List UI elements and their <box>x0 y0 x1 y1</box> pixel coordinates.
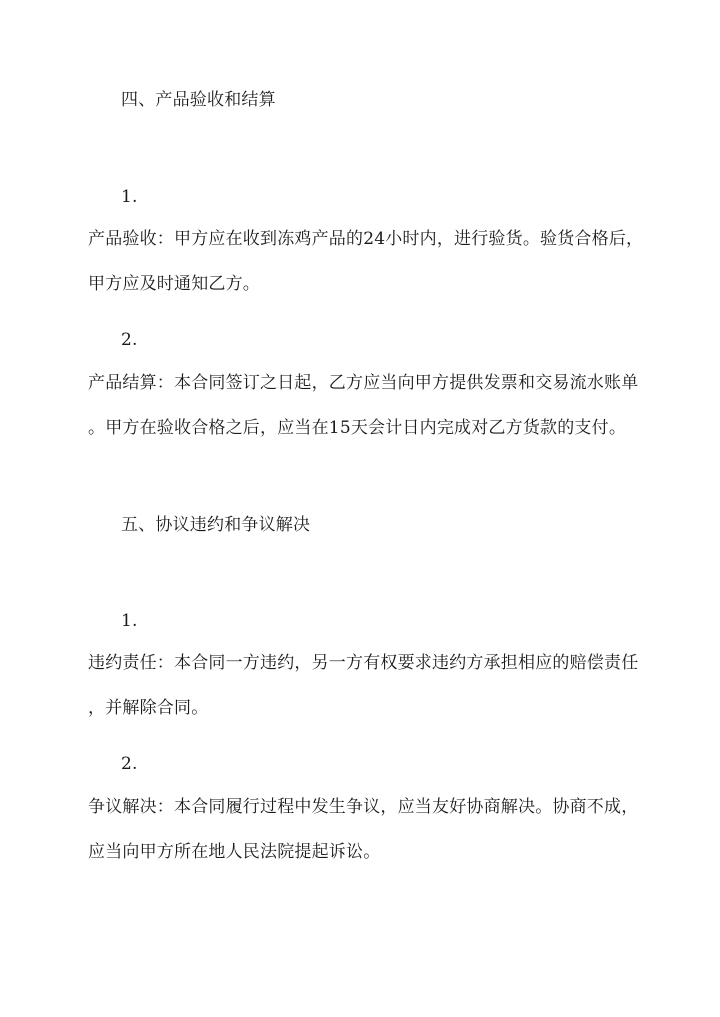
item-number: 1. <box>121 611 138 631</box>
paragraph-line: ，并解除合同。 <box>88 698 209 718</box>
paragraph-line: 产品结算：本合同签订之日起，乙方应当向甲方提供发票和交易流水账单 <box>88 373 639 393</box>
paragraph-line: 争议解决：本合同履行过程中发生争议，应当友好协商解决。协商不成， <box>88 797 639 817</box>
paragraph-line: 。甲方在验收合格之后，应当在15天会计日内完成对乙方货款的支付。 <box>88 418 627 438</box>
section-heading: 五、协议违约和争议解决 <box>121 515 311 535</box>
item-number: 1. <box>121 187 138 207</box>
item-number: 2. <box>121 754 138 774</box>
paragraph-line: 甲方应及时通知乙方。 <box>88 274 260 294</box>
paragraph-line: 应当向甲方所在地人民法院提起诉讼。 <box>88 842 381 862</box>
paragraph-line: 违约责任：本合同一方违约，另一方有权要求违约方承担相应的赔偿责任 <box>88 653 639 673</box>
section-heading: 四、产品验收和结算 <box>121 90 276 110</box>
item-number: 2. <box>121 330 138 350</box>
paragraph-line: 产品验收：甲方应在收到冻鸡产品的24小时内，进行验货。验货合格后， <box>88 229 644 249</box>
